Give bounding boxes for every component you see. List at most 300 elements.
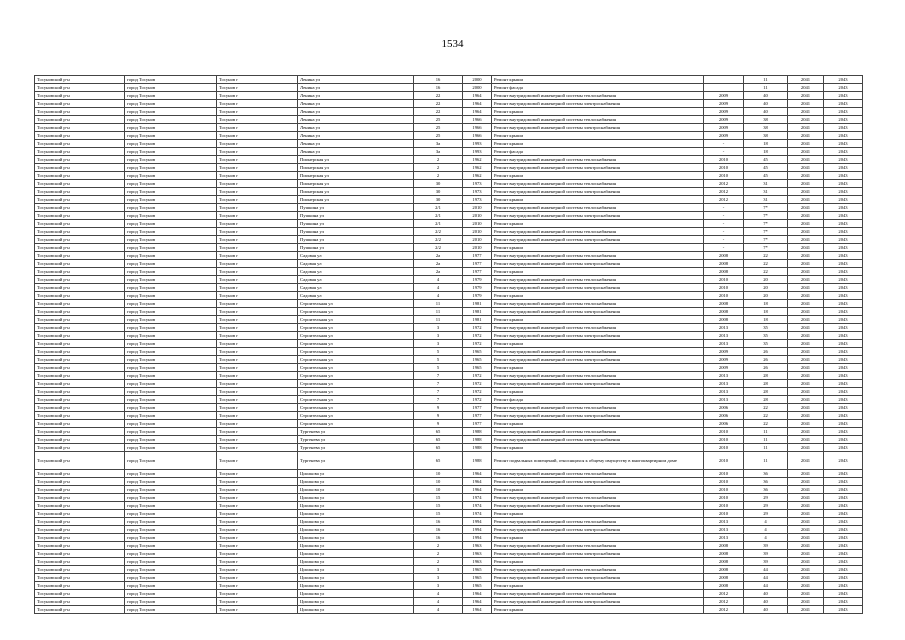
table-body [35,76,863,614]
cell-house-number: 10 [414,478,463,486]
cell-house-number: 15 [414,510,463,518]
cell-wear-percent: 44 [744,566,788,574]
cell-wear-percent: 38 [744,124,788,132]
cell-built-year: 2010 [463,244,492,252]
cell-settlement: Тосунов г [217,284,298,292]
cell-plan-start-year: 2041 [788,308,824,316]
cell-last-repair-year: 2010 [704,470,744,478]
cell-street: Ленина ул [298,116,414,124]
table-row [35,236,863,244]
cell-district: Тосуновский р-н [35,396,125,404]
cell-work-type: Ремонт крыши [492,388,704,396]
cell-settlement: Тосунов г [217,228,298,236]
cell-district: Тосуновский р-н [35,444,125,452]
cell-district: Тосуновский р-н [35,100,125,108]
table-row [35,356,863,364]
cell-street: Пушкина ул [298,212,414,220]
cell-work-type: Ремонт внутридомовой инженерной системы теплоснабжения [492,470,704,478]
cell-house-number: 2 [414,550,463,558]
cell-settlement: Тосунов г [217,300,298,308]
cell-plan-end-year: 2043 [824,204,863,212]
cell-street: Циолкова ул [298,478,414,486]
cell-last-repair-year: 2009 [704,132,744,140]
cell-plan-end-year: 2043 [824,566,863,574]
table-row [35,252,863,260]
cell-district: Тосуновский р-н [35,92,125,100]
cell-settlement: Тосунов г [217,420,298,428]
page-number: 1534 [441,38,464,50]
cell-plan-end-year: 2043 [824,132,863,140]
cell-house-number: 2 [414,558,463,566]
cell-house-number: 16 [414,518,463,526]
cell-municipality: город Тосунов [125,486,217,494]
cell-work-type: Ремонт крыши [492,244,704,252]
cell-house-number: 9 [414,412,463,420]
cell-municipality: город Тосунов [125,518,217,526]
cell-built-year: 1979 [463,276,492,284]
cell-plan-end-year: 2043 [824,228,863,236]
cell-plan-start-year: 2041 [788,332,824,340]
cell-settlement: Тосунов г [217,252,298,260]
table-row [35,204,863,212]
cell-wear-percent: 11 [744,444,788,452]
cell-street: Строительная ул [298,412,414,420]
cell-settlement: Тосунов г [217,526,298,534]
cell-settlement: Тосунов г [217,316,298,324]
cell-municipality: город Тосунов [125,598,217,606]
cell-plan-start-year: 2041 [788,396,824,404]
cell-wear-percent: 22 [744,268,788,276]
cell-built-year: 1964 [463,606,492,614]
cell-plan-start-year: 2041 [788,550,824,558]
cell-last-repair-year: 2008 [704,582,744,590]
cell-work-type: Ремонт внутридомовой инженерной системы теплоснабжения [492,116,704,124]
cell-built-year: 1972 [463,388,492,396]
cell-municipality: город Тосунов [125,340,217,348]
table-row [35,188,863,196]
table-row [35,284,863,292]
cell-municipality: город Тосунов [125,212,217,220]
cell-house-number: 11 [414,300,463,308]
cell-plan-end-year: 2043 [824,470,863,478]
cell-plan-end-year: 2043 [824,590,863,598]
table-row [35,180,863,188]
cell-district: Тосуновский р-н [35,470,125,478]
table-row [35,332,863,340]
cell-street: Ленина ул [298,140,414,148]
cell-plan-end-year: 2043 [824,76,863,84]
cell-last-repair-year: 2012 [704,590,744,598]
cell-work-type: Ремонт внутридомовой инженерной системы теплоснабжения [492,542,704,550]
cell-work-type: Ремонт крыши [492,420,704,428]
cell-wear-percent: 29 [744,502,788,510]
cell-plan-start-year: 2041 [788,140,824,148]
cell-municipality: город Тосунов [125,252,217,260]
cell-wear-percent: 11 [744,452,788,470]
cell-plan-start-year: 2041 [788,276,824,284]
table-row [35,84,863,92]
cell-street: Строительная ул [298,356,414,364]
table-row [35,412,863,420]
cell-built-year: 1962 [463,164,492,172]
table-row [35,478,863,486]
cell-plan-end-year: 2043 [824,124,863,132]
cell-built-year: 1972 [463,340,492,348]
cell-settlement: Тосунов г [217,76,298,84]
cell-district: Тосуновский р-н [35,364,125,372]
cell-work-type: Ремонт внутридомовой инженерной системы теплоснабжения [492,494,704,502]
cell-municipality: город Тосунов [125,470,217,478]
cell-last-repair-year: 2010 [704,428,744,436]
cell-settlement: Тосунов г [217,428,298,436]
cell-plan-start-year: 2041 [788,452,824,470]
cell-house-number: 25 [414,116,463,124]
cell-street: Циолкова ул [298,558,414,566]
cell-last-repair-year: 2008 [704,558,744,566]
cell-district: Тосуновский р-н [35,372,125,380]
cell-work-type: Ремонт крыши [492,196,704,204]
cell-settlement: Тосунов г [217,84,298,92]
cell-last-repair-year: 2009 [704,100,744,108]
cell-plan-end-year: 2043 [824,372,863,380]
cell-plan-end-year: 2043 [824,340,863,348]
cell-last-repair-year: 2010 [704,284,744,292]
table-row [35,486,863,494]
cell-built-year: 1966 [463,116,492,124]
cell-plan-start-year: 2041 [788,470,824,478]
cell-settlement: Тосунов г [217,276,298,284]
cell-work-type: Ремонт внутридомовой инженерной системы теплоснабжения [492,590,704,598]
cell-built-year: 1977 [463,260,492,268]
cell-plan-start-year: 2041 [788,494,824,502]
cell-plan-end-year: 2043 [824,188,863,196]
cell-work-type: Ремонт крыши [492,582,704,590]
cell-work-type: Ремонт крыши [492,444,704,452]
cell-wear-percent: 11 [744,428,788,436]
cell-built-year: 1962 [463,172,492,180]
cell-plan-end-year: 2043 [824,412,863,420]
cell-settlement: Тосунов г [217,606,298,614]
cell-work-type: Ремонт внутридомовой инженерной системы электроснабжения [492,356,704,364]
cell-plan-end-year: 2043 [824,260,863,268]
cell-wear-percent: 40 [744,598,788,606]
cell-wear-percent: 38 [744,116,788,124]
cell-plan-start-year: 2041 [788,606,824,614]
cell-street: Пионерская ул [298,156,414,164]
cell-work-type: Ремонт внутридомовой инженерной системы теплоснабжения [492,518,704,526]
cell-municipality: город Тосунов [125,420,217,428]
cell-street: Строительная ул [298,300,414,308]
cell-wear-percent: 11 [744,84,788,92]
cell-plan-end-year: 2043 [824,542,863,550]
cell-wear-percent: 44 [744,574,788,582]
cell-plan-start-year: 2041 [788,420,824,428]
cell-built-year: 1965 [463,348,492,356]
cell-plan-end-year: 2043 [824,510,863,518]
cell-settlement: Тосунов г [217,324,298,332]
cell-wear-percent: 18 [744,308,788,316]
cell-street: Пушкина ул [298,244,414,252]
cell-municipality: город Тосунов [125,172,217,180]
cell-plan-end-year: 2043 [824,486,863,494]
cell-built-year: 1965 [463,574,492,582]
cell-work-type: Ремонт внутридомовой инженерной системы электроснабжения [492,436,704,444]
cell-municipality: город Тосунов [125,140,217,148]
cell-settlement: Тосунов г [217,348,298,356]
cell-wear-percent: 11 [744,76,788,84]
cell-plan-start-year: 2041 [788,116,824,124]
cell-plan-end-year: 2043 [824,428,863,436]
cell-settlement: Тосунов г [217,380,298,388]
cell-plan-start-year: 2041 [788,164,824,172]
cell-house-number: 4 [414,598,463,606]
cell-municipality: город Тосунов [125,84,217,92]
cell-settlement: Тосунов г [217,188,298,196]
cell-street: Циолкова ул [298,534,414,542]
cell-plan-start-year: 2041 [788,566,824,574]
cell-settlement: Тосунов г [217,172,298,180]
cell-wear-percent: 18 [744,300,788,308]
cell-wear-percent: 22 [744,252,788,260]
cell-last-repair-year: - [704,204,744,212]
cell-house-number: 4 [414,606,463,614]
cell-settlement: Тосунов г [217,308,298,316]
cell-district: Тосуновский р-н [35,132,125,140]
cell-street: Садовая ул [298,252,414,260]
cell-plan-start-year: 2041 [788,324,824,332]
cell-house-number: 9 [414,404,463,412]
cell-work-type: Ремонт фасада [492,148,704,156]
cell-municipality: город Тосунов [125,228,217,236]
cell-settlement: Тосунов г [217,364,298,372]
cell-last-repair-year: 2010 [704,292,744,300]
cell-built-year: 1979 [463,292,492,300]
cell-street: Ленина ул [298,84,414,92]
cell-house-number: 2 [414,156,463,164]
cell-wear-percent: 7* [744,236,788,244]
cell-built-year: 1977 [463,252,492,260]
cell-last-repair-year: 2010 [704,444,744,452]
cell-wear-percent: 31 [744,180,788,188]
cell-plan-end-year: 2043 [824,436,863,444]
cell-work-type: Ремонт внутридомовой инженерной системы теплоснабжения [492,428,704,436]
cell-street: Садовая ул [298,260,414,268]
cell-wear-percent: 20 [744,276,788,284]
cell-municipality: город Тосунов [125,534,217,542]
cell-last-repair-year: 2013 [704,332,744,340]
cell-built-year: 1972 [463,380,492,388]
cell-municipality: город Тосунов [125,92,217,100]
cell-district: Тосуновский р-н [35,452,125,470]
cell-district: Тосуновский р-н [35,486,125,494]
cell-plan-end-year: 2043 [824,84,863,92]
cell-district: Тосуновский р-н [35,76,125,84]
cell-plan-start-year: 2041 [788,236,824,244]
cell-settlement: Тосунов г [217,204,298,212]
cell-street: Садовая ул [298,268,414,276]
cell-work-type: Ремонт внутридомовой инженерной системы теплоснабжения [492,324,704,332]
cell-house-number: 5 [414,356,463,364]
table-row [35,542,863,550]
cell-last-repair-year: 2006 [704,420,744,428]
cell-built-year: 2010 [463,204,492,212]
cell-street: Садовая ул [298,276,414,284]
cell-street: Циолкова ул [298,526,414,534]
cell-district: Тосуновский р-н [35,308,125,316]
cell-house-number: 3 [414,324,463,332]
cell-municipality: город Тосунов [125,268,217,276]
cell-house-number: 3а [414,148,463,156]
cell-plan-end-year: 2043 [824,356,863,364]
cell-street: Пионерская ул [298,172,414,180]
cell-municipality: город Тосунов [125,396,217,404]
cell-street: Строительная ул [298,324,414,332]
cell-wear-percent: 29 [744,494,788,502]
cell-district: Тосуновский р-н [35,582,125,590]
cell-house-number: 65 [414,428,463,436]
cell-municipality: город Тосунов [125,236,217,244]
table-row [35,502,863,510]
cell-municipality: город Тосунов [125,316,217,324]
cell-last-repair-year: 2008 [704,574,744,582]
cell-district: Тосуновский р-н [35,356,125,364]
cell-built-year: 1972 [463,332,492,340]
cell-plan-end-year: 2043 [824,444,863,452]
cell-work-type: Ремонт внутридомовой инженерной системы теплоснабжения [492,252,704,260]
cell-plan-start-year: 2041 [788,268,824,276]
cell-settlement: Тосунов г [217,92,298,100]
cell-last-repair-year: 2010 [704,452,744,470]
cell-built-year: 1972 [463,396,492,404]
cell-street: Строительная ул [298,404,414,412]
cell-municipality: город Тосунов [125,196,217,204]
cell-district: Тосуновский р-н [35,412,125,420]
cell-municipality: город Тосунов [125,116,217,124]
cell-district: Тосуновский р-н [35,148,125,156]
cell-district: Тосуновский р-н [35,324,125,332]
cell-street: Тургенева ул [298,444,414,452]
cell-built-year: 1994 [463,526,492,534]
cell-built-year: 1964 [463,470,492,478]
table-row [35,558,863,566]
cell-street: Строительная ул [298,388,414,396]
table-row [35,428,863,436]
table-row [35,228,863,236]
table-row [35,132,863,140]
cell-municipality: город Тосунов [125,260,217,268]
cell-street: Циолкова ул [298,590,414,598]
cell-municipality: город Тосунов [125,364,217,372]
cell-work-type: Ремонт внутридомовой инженерной системы теплоснабжения [492,348,704,356]
cell-wear-percent: 36 [744,470,788,478]
cell-wear-percent: 28 [744,388,788,396]
cell-plan-start-year: 2041 [788,148,824,156]
cell-last-repair-year: 2012 [704,598,744,606]
cell-settlement: Тосунов г [217,140,298,148]
table-row [35,300,863,308]
cell-house-number: 3а [414,140,463,148]
cell-municipality: город Тосунов [125,124,217,132]
cell-settlement: Тосунов г [217,444,298,452]
cell-built-year: 1964 [463,108,492,116]
cell-municipality: город Тосунов [125,404,217,412]
table-row [35,292,863,300]
cell-wear-percent: 29 [744,510,788,518]
cell-settlement: Тосунов г [217,196,298,204]
cell-plan-start-year: 2041 [788,582,824,590]
cell-house-number: 16 [414,84,463,92]
cell-last-repair-year: 2006 [704,404,744,412]
cell-district: Тосуновский р-н [35,436,125,444]
cell-last-repair-year: 2013 [704,396,744,404]
cell-work-type: Ремонт крыши [492,76,704,84]
cell-wear-percent: 7* [744,244,788,252]
cell-house-number: 3 [414,340,463,348]
cell-house-number: 2/1 [414,220,463,228]
table-row [35,590,863,598]
cell-built-year: 2010 [463,228,492,236]
cell-work-type: Ремонт внутридомовой инженерной системы электроснабжения [492,412,704,420]
cell-settlement: Тосунов г [217,212,298,220]
cell-work-type: Ремонт внутридомовой инженерной системы электроснабжения [492,260,704,268]
cell-last-repair-year: 2009 [704,348,744,356]
cell-plan-start-year: 2041 [788,502,824,510]
cell-street: Садовая ул [298,284,414,292]
table-row [35,140,863,148]
cell-district: Тосуновский р-н [35,140,125,148]
cell-municipality: город Тосунов [125,452,217,470]
cell-street: Строительная ул [298,316,414,324]
cell-last-repair-year: 2010 [704,156,744,164]
table-row [35,566,863,574]
cell-last-repair-year: 2010 [704,172,744,180]
cell-municipality: город Тосунов [125,284,217,292]
cell-wear-percent: 36 [744,486,788,494]
cell-plan-end-year: 2043 [824,348,863,356]
cell-wear-percent: 45 [744,156,788,164]
cell-district: Тосуновский р-н [35,526,125,534]
cell-municipality: город Тосунов [125,188,217,196]
table-row [35,164,863,172]
cell-house-number: 2 [414,164,463,172]
cell-wear-percent: 7* [744,228,788,236]
cell-street: Циолкова ул [298,502,414,510]
table-row [35,388,863,396]
cell-street: Циолкова ул [298,542,414,550]
cell-settlement: Тосунов г [217,452,298,470]
cell-municipality: город Тосунов [125,164,217,172]
table-row [35,452,863,470]
cell-settlement: Тосунов г [217,550,298,558]
cell-settlement: Тосунов г [217,598,298,606]
cell-house-number: 10 [414,486,463,494]
cell-district: Тосуновский р-н [35,212,125,220]
cell-last-repair-year: 2008 [704,268,744,276]
table-row [35,76,863,84]
table-row [35,100,863,108]
cell-wear-percent: 22 [744,404,788,412]
cell-plan-end-year: 2043 [824,244,863,252]
cell-built-year: 1988 [463,428,492,436]
cell-work-type: Ремонт крыши [492,534,704,542]
cell-street: Ленина ул [298,132,414,140]
cell-municipality: город Тосунов [125,558,217,566]
cell-last-repair-year: 2013 [704,388,744,396]
cell-last-repair-year [704,76,744,84]
cell-settlement: Тосунов г [217,412,298,420]
cell-wear-percent: 35 [744,332,788,340]
table-row [35,404,863,412]
